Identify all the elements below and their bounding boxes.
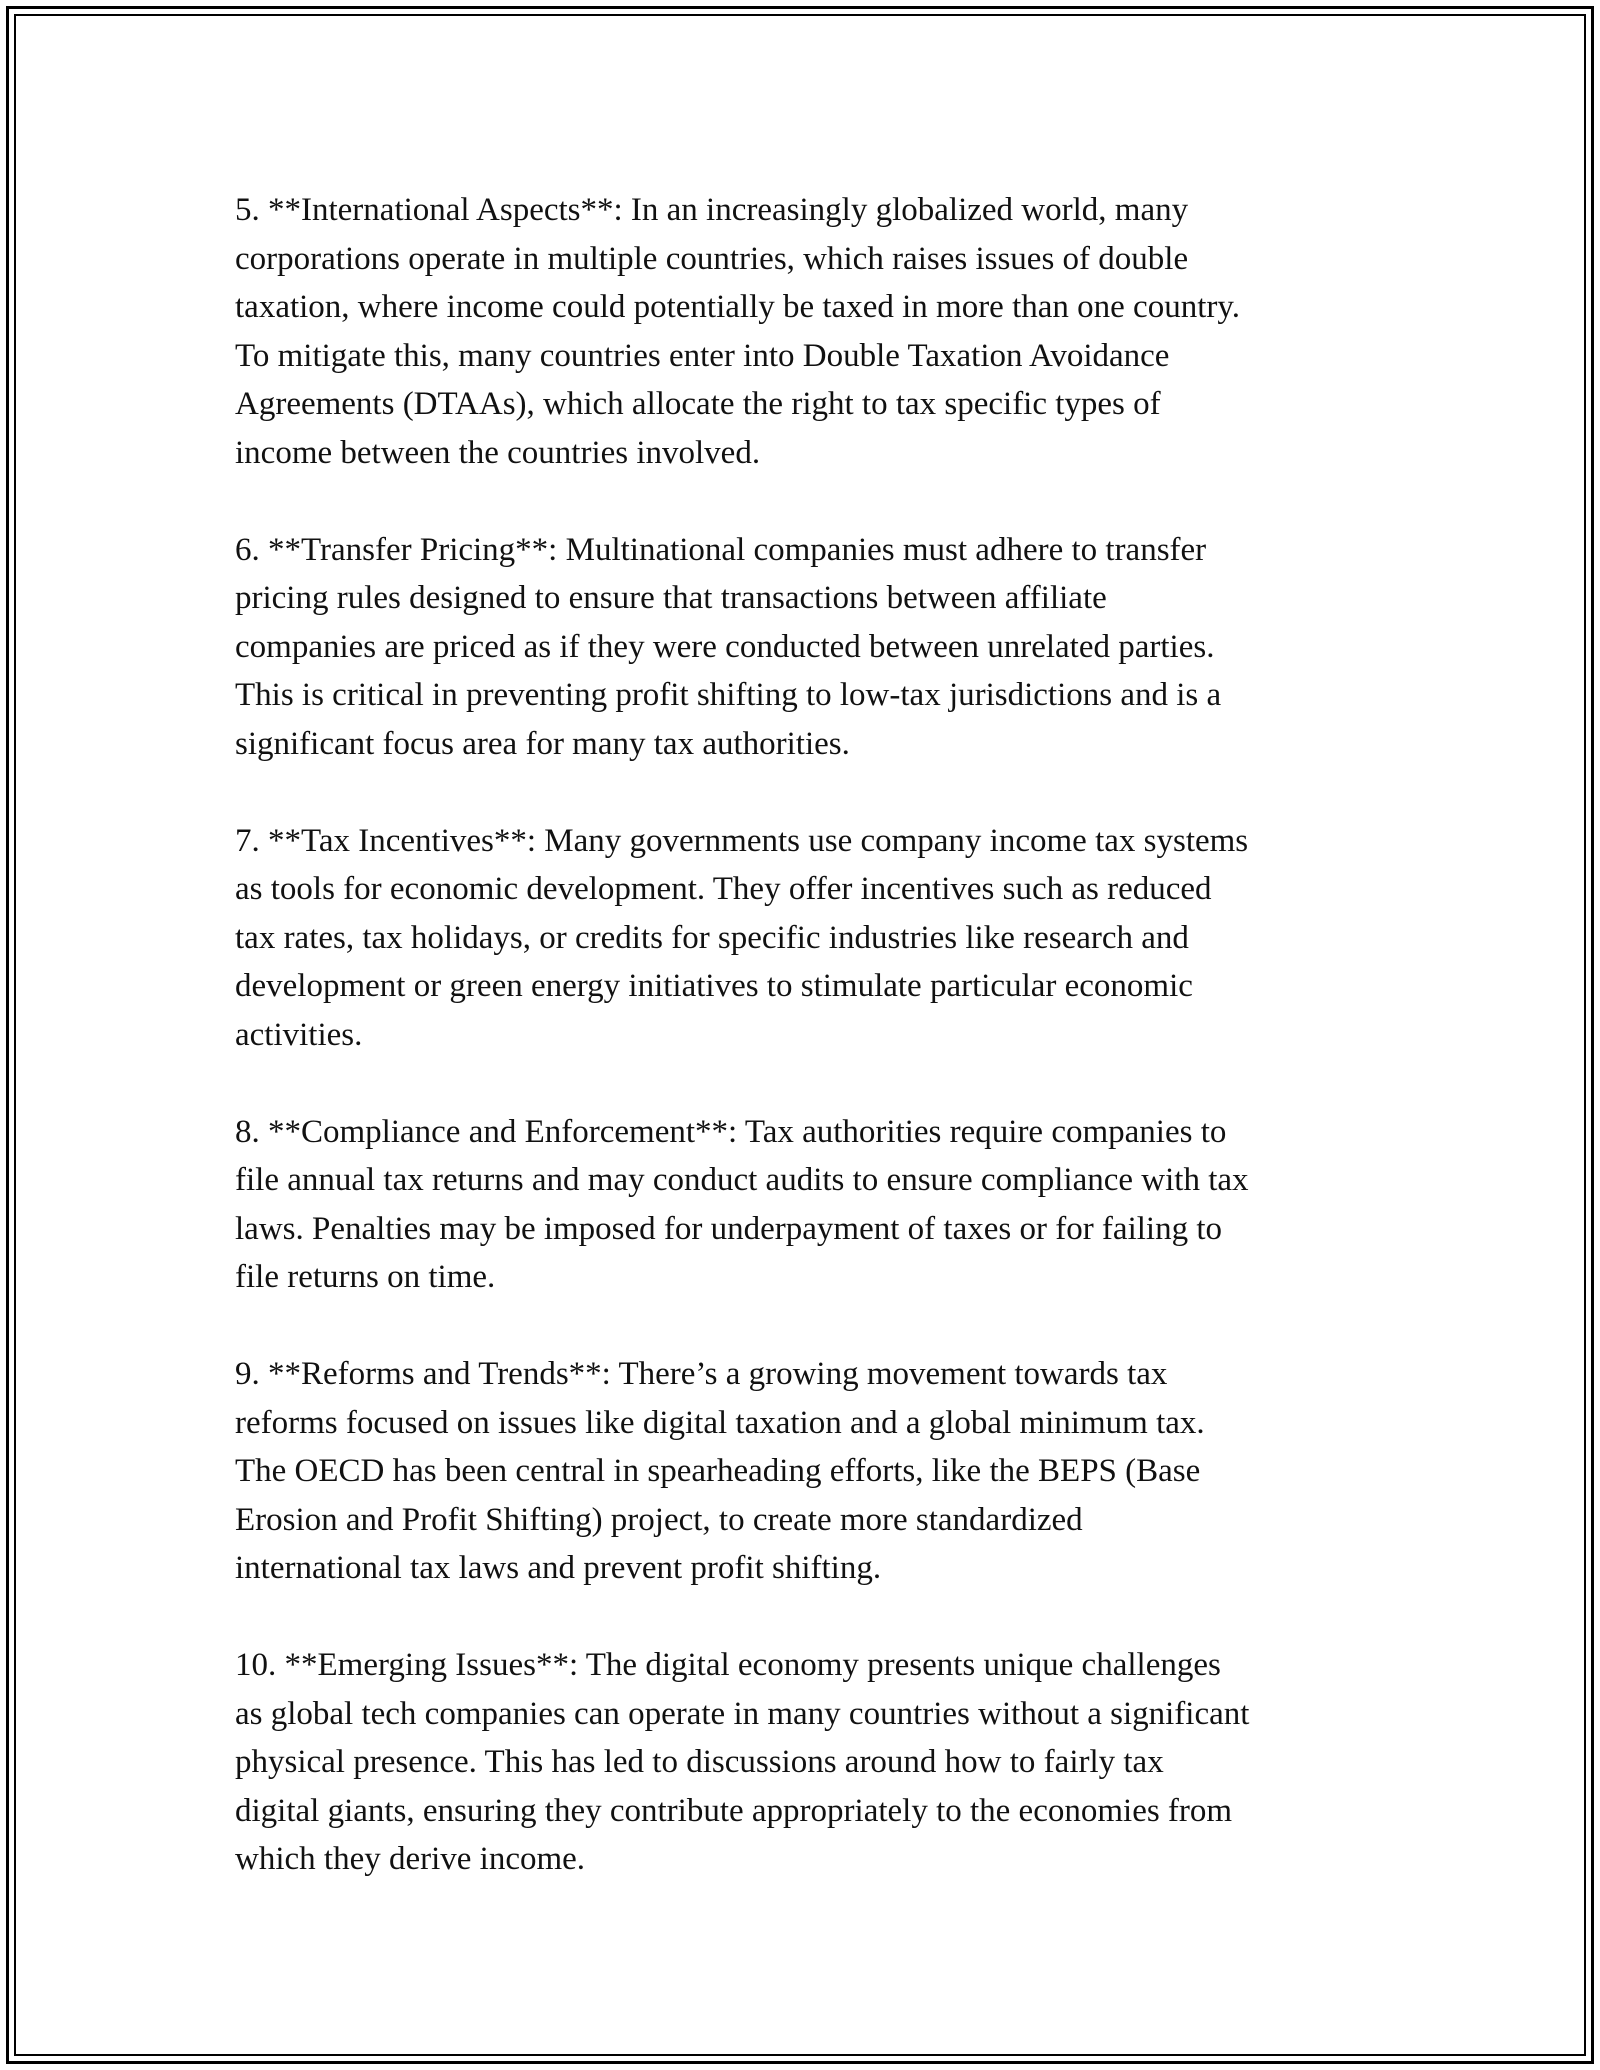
paragraph-reforms-trends: 9. **Reforms and Trends**: There’s a growing movement towards tax reforms focused on issues like digital taxation and a global minimum tax. The OECD has been central in spearheading efforts, like the BEPS (Base Erosion and Profit Shifting) project, to create more standardized international tax laws and prevent profit shifting. xyxy=(235,1356,1205,1586)
paragraph-emerging-issues: 10. **Emerging Issues**: The digital economy presents unique challenges as global tech companies can operate in many countries without a significant physical presence. This has led to discussions around how to fairly tax digital giants, ensuring they contribute appropriately to the economies from which they derive income. xyxy=(235,1647,1250,1877)
paragraph-transfer-pricing: 6. **Transfer Pricing**: Multinational companies must adhere to transfer pricing rules designed to ensure that transactions between affiliate companies are priced as if they were conducted between unrelated parties. This is critical in preventing profit shifting to low-tax jurisdictions and is a significant focus area for many tax authorities. xyxy=(235,531,1222,762)
paragraph-international-aspects: 5. **International Aspects**: In an increasingly globalized world, many corporations operate in multiple countries, which raises issues of double taxation, where income could potentially be taxed in more than one country. To mitigate this, many countries enter into Double Taxation Avoidance Agreements (DTAAs), which allocate the right to tax specific types of income between the countries involved. xyxy=(235,192,1240,471)
document-body xyxy=(235,186,1375,1884)
paragraph-tax-incentives: 7. **Tax Incentives**: Many governments use company income tax systems as tools for economic development. They offer incentives such as reduced tax rates, tax holidays, or credits for specific industries like research and development or green energy initiatives to stimulate particular economic activities. xyxy=(235,822,1249,1053)
paragraph-compliance-enforcement: 8. **Compliance and Enforcement**: Tax authorities require companies to file annual tax returns and may conduct audits to ensure compliance with tax laws. Penalties may be imposed for underpayment of taxes or for failing to file returns on time. xyxy=(235,1113,1249,1295)
